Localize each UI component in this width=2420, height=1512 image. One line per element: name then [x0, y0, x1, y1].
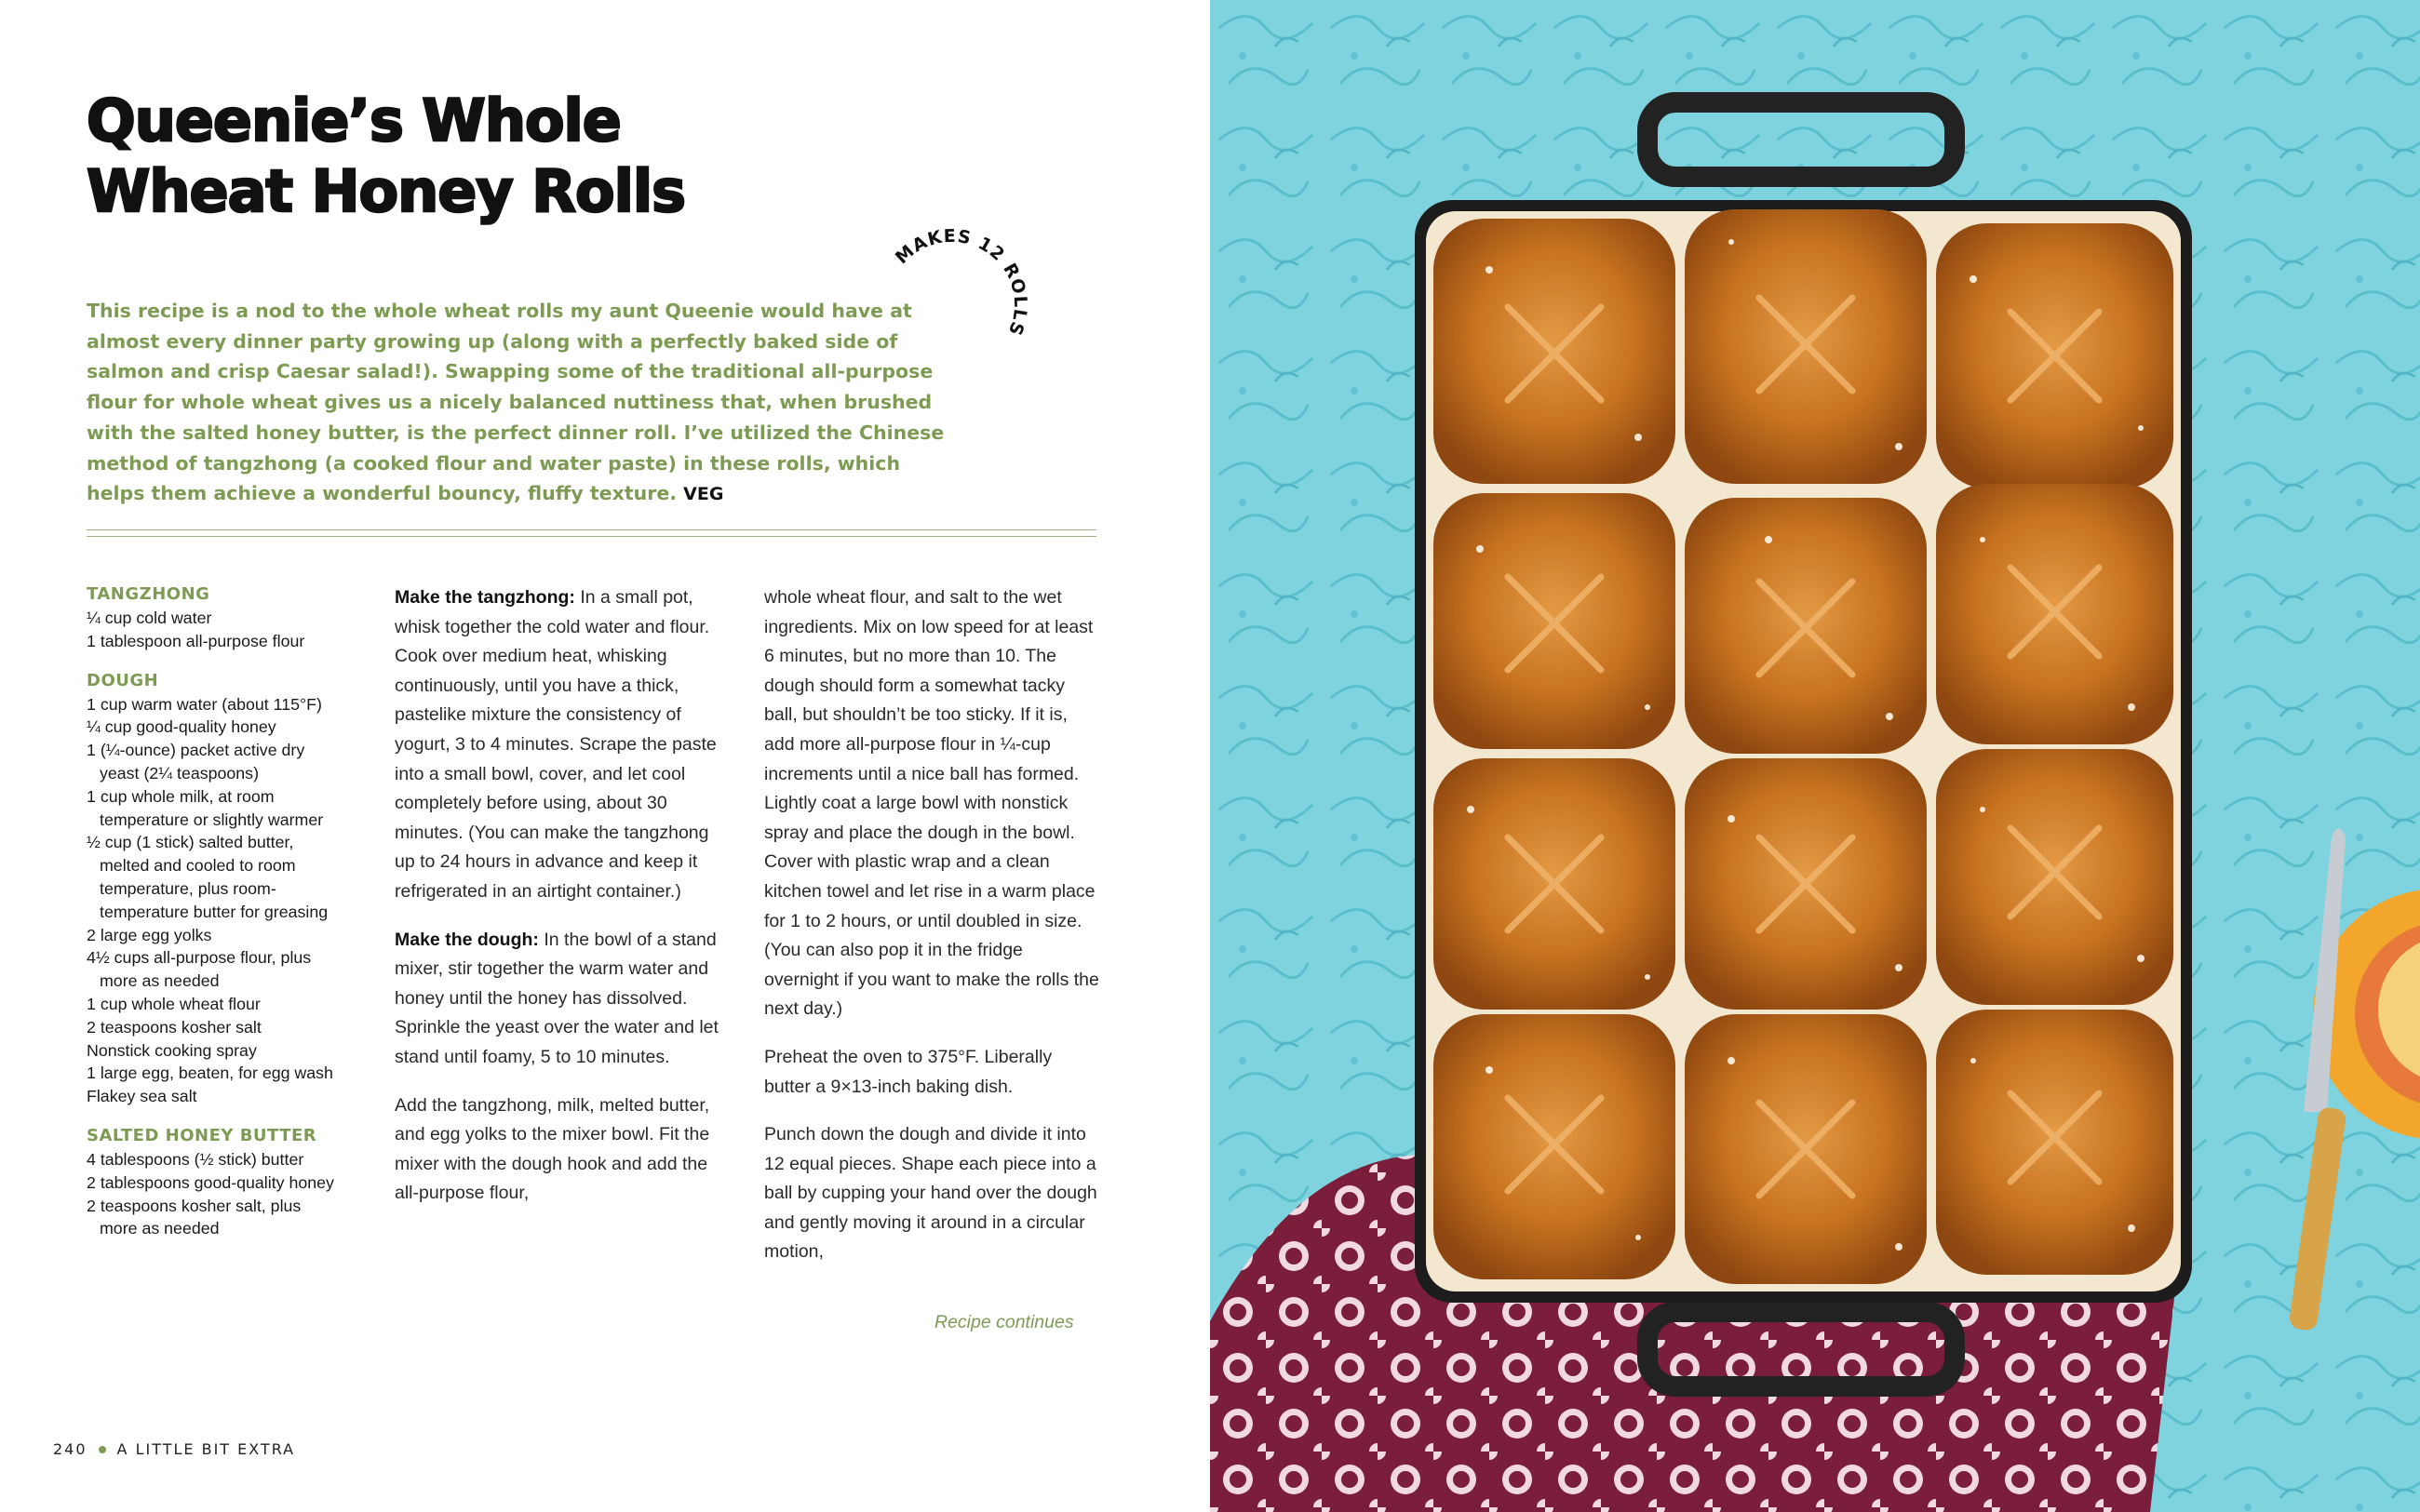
step-dough	[395, 926, 730, 1073]
ingredient-line-continued: more as needed	[100, 1219, 220, 1238]
photo-page	[1210, 0, 2420, 1512]
ingredient-line: 4½ cups all-purpose flour, plus	[87, 948, 312, 968]
ingredient-line-continued: temperature, plus room-	[100, 878, 276, 898]
ingredient-item	[87, 739, 375, 785]
page-number: 240	[53, 1440, 87, 1458]
step-title: Make the tangzhong:	[395, 587, 575, 608]
ingredient-item	[87, 1016, 375, 1039]
step-tangzhong	[395, 583, 730, 907]
step-mix-dough: whole wheat flour, and salt to the wet ingredients. Mix on low speed for at least 6 minutes, but no more than 10. The dough should form a somewhat tacky ball, but shouldn’t be too sticky. If it is, add more all-purpose flour in ¼-cup increments until a nice ball has formed. Lightly coat a large bowl with nonstick spray and place the dough in the bowl. Cover with plastic wrap and a clean kitchen towel and let rise in a warm place for 1 to 2 hours, or until doubled in size. (You can also pop it in the fridge overnight if you want to make the rolls the next day.)	[764, 587, 1099, 1020]
diet-tag: VEG	[683, 484, 724, 505]
yield-text-path: MAKES 12 ROLLS	[891, 225, 1031, 340]
ingredient-line: 1 (¼-ounce) packet active dry	[87, 741, 305, 760]
ingredient-group-heading: SALTED HONEY BUTTER	[87, 1125, 317, 1145]
ingredient-item	[87, 993, 375, 1016]
method-column-1	[395, 583, 730, 1227]
ingredient-item	[87, 630, 375, 653]
ingredient-line: Nonstick cooking spray	[87, 1040, 257, 1060]
recipe-title-line-1: Queenie’s Whole	[87, 87, 621, 154]
ingredient-item	[87, 1195, 375, 1241]
step-add-ingredients: Add the tangzhong, milk, melted butter, and egg yolks to the mixer bowl. Fit the mixer with the dough hook and add the all-purpose flour,	[395, 1094, 710, 1204]
ingredient-line: ¼ cup cold water	[87, 609, 212, 627]
step-text: In a small pot, whisk together the cold water and flour. Cook over medium heat, whisking continuously, until you have a thick, pastelike mixture the consistency of yogurt, 3 to 4 minutes. Scrape the paste into a small bowl, cover, and let cool completely before using, about 30 minutes. (You can make the tangzhong up to 24 hours in advance and keep it refrigerated in an airtight container.)	[395, 587, 717, 902]
section-name: A LITTLE BIT EXTRA	[116, 1440, 296, 1458]
ingredients-list	[87, 582, 375, 1256]
section-divider	[87, 529, 1096, 537]
ingredient-group-dough	[87, 669, 375, 1108]
ingredient-item	[87, 785, 375, 832]
ingredient-line: 2 large egg yolks	[87, 925, 212, 944]
ingredient-line: ½ cup (1 stick) salted butter,	[87, 833, 294, 852]
ingredient-group-tangzhong	[87, 582, 375, 653]
ingredient-line: 1 cup whole wheat flour	[87, 994, 261, 1013]
method-column-2	[764, 583, 1099, 1286]
ingredient-line-continued: temperature butter for greasing	[100, 902, 329, 921]
page-footer	[53, 1440, 295, 1458]
ingredient-line: 1 large egg, beaten, for egg wash	[87, 1064, 333, 1083]
ingredient-line: 1 tablespoon all-purpose flour	[87, 631, 305, 650]
ingredient-group-salted-honey-butter	[87, 1124, 375, 1240]
ingredient-item	[87, 1062, 375, 1085]
ingredient-item	[87, 716, 375, 739]
ingredient-items	[87, 1148, 375, 1240]
rolls-photo	[1210, 0, 2420, 1512]
ingredient-group-heading: DOUGH	[87, 670, 159, 690]
ingredient-items	[87, 693, 375, 1108]
ingredient-item	[87, 831, 375, 923]
ingredient-line: Flakey sea salt	[87, 1087, 197, 1106]
ingredient-line-continued: yeast (2¼ teaspoons)	[100, 763, 259, 783]
step-title: Make the dough:	[395, 929, 539, 950]
step-preheat: Preheat the oven to 375°F. Liberally butter a 9×13-inch baking dish.	[764, 1046, 1053, 1097]
ingredient-item	[87, 693, 375, 716]
ingredient-items	[87, 607, 375, 653]
ingredient-item	[87, 924, 375, 947]
ingredient-item	[87, 1085, 375, 1108]
ingredient-group-heading: TANGZHONG	[87, 584, 210, 604]
ingredient-item	[87, 1148, 375, 1171]
recipe-continues-note: Recipe continues	[934, 1312, 1074, 1332]
ingredient-item	[87, 1171, 375, 1195]
ingredient-line: ¼ cup good-quality honey	[87, 717, 276, 737]
recipe-intro	[87, 296, 961, 510]
step-text: In the bowl of a stand mixer, stir together the warm water and honey until the honey has dissolved. Sprinkle the yeast over the water and let stand until foamy, 5 to 10 minutes.	[395, 929, 719, 1067]
recipe-title	[87, 86, 924, 227]
ingredient-line: 1 cup whole milk, at room	[87, 786, 275, 806]
ingredient-line-continued: more as needed	[100, 971, 220, 991]
step-shape: Punch down the dough and divide it into 12 equal pieces. Shape each piece into a ball by cupping your hand over the dough and gently moving it around in a circular motion,	[764, 1124, 1097, 1263]
ingredient-line: 2 teaspoons kosher salt, plus	[87, 1196, 302, 1215]
ingredient-line-continued: temperature or slightly warmer	[100, 810, 324, 829]
ingredient-item	[87, 607, 375, 630]
recipe-title-line-2: Wheat Honey Rolls	[87, 157, 686, 225]
roll	[1936, 749, 2173, 1005]
ingredient-item	[87, 1039, 375, 1063]
ingredient-item	[87, 946, 375, 993]
ingredient-line: 2 teaspoons kosher salt	[87, 1017, 262, 1037]
roll	[1936, 1010, 2173, 1275]
ingredient-line: 2 tablespoons good-quality honey	[87, 1172, 334, 1192]
bullet-dot	[99, 1446, 106, 1453]
ingredient-line: 4 tablespoons (½ stick) butter	[87, 1149, 304, 1169]
ingredient-line: 1 cup warm water (about 115°F)	[87, 694, 322, 714]
intro-text: This recipe is a nod to the whole wheat rolls my aunt Queenie would have at almost every dinner party growing up (along with a perfectly baked side of salmon and crisp Caesar salad!). Swapping some of the traditional all-purpose flour for whole wheat gives us a nicely balanced nuttiness that, when brushed with the salted honey butter, is the perfect dinner roll. I’ve utilized the Chinese method of tangzhong (a cooked flour and water paste) in these rolls, which helps them achieve a wonderful bouncy, fluffy texture.	[87, 300, 945, 505]
ingredient-line-continued: melted and cooled to room	[100, 856, 296, 876]
